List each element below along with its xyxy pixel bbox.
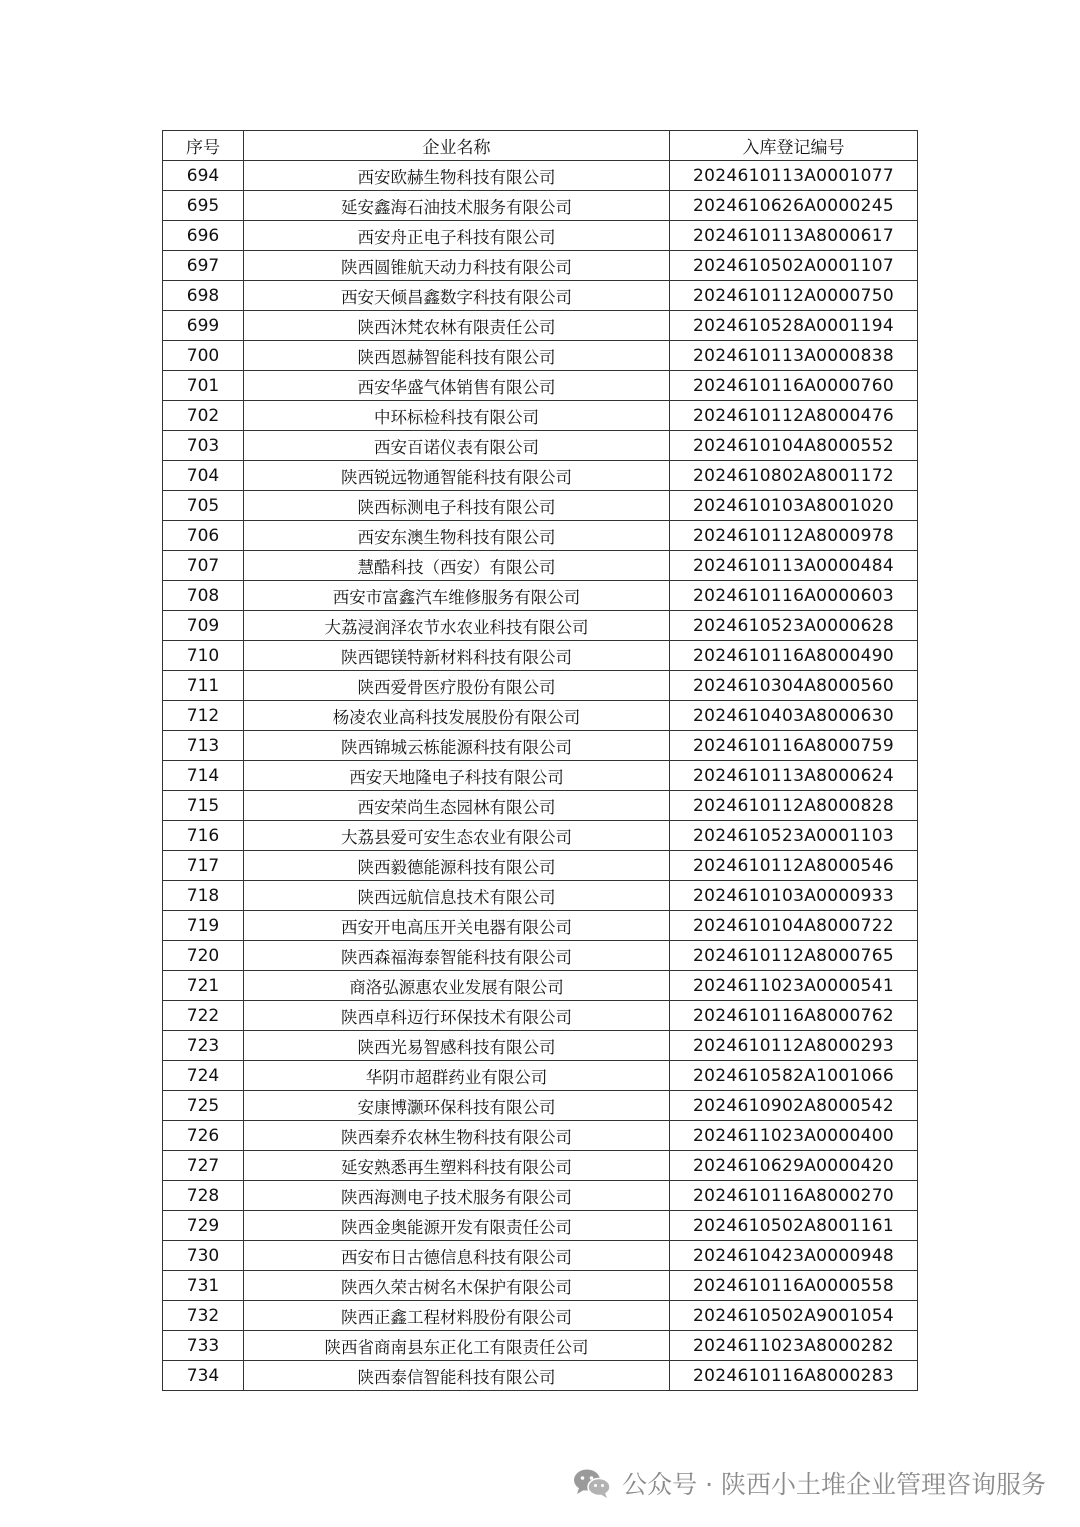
cell-serial-number: 724 (163, 1061, 244, 1091)
cell-registration-number: 2024610116A0000760 (670, 371, 918, 401)
header-serial-number: 序号 (163, 131, 244, 161)
table-row (163, 1241, 918, 1271)
cell-registration-number: 2024610582A1001066 (670, 1061, 918, 1091)
cell-company-name: 陕西久荣古树名木保护有限公司 (244, 1271, 670, 1301)
table-row (163, 431, 918, 461)
table-row (163, 311, 918, 341)
cell-serial-number: 694 (163, 161, 244, 191)
cell-serial-number: 702 (163, 401, 244, 431)
cell-registration-number: 2024610113A8000624 (670, 761, 918, 791)
table-row (163, 191, 918, 221)
cell-registration-number: 2024610502A9001054 (670, 1301, 918, 1331)
cell-registration-number: 2024610116A8000759 (670, 731, 918, 761)
cell-company-name: 西安开电高压开关电器有限公司 (244, 911, 670, 941)
cell-registration-number: 2024610304A8000560 (670, 671, 918, 701)
cell-serial-number: 734 (163, 1361, 244, 1391)
wechat-icon (572, 1467, 612, 1499)
table-row (163, 851, 918, 881)
cell-serial-number: 717 (163, 851, 244, 881)
cell-company-name: 延安鑫海石油技术服务有限公司 (244, 191, 670, 221)
cell-registration-number: 2024610103A0000933 (670, 881, 918, 911)
cell-serial-number: 696 (163, 221, 244, 251)
table-row (163, 911, 918, 941)
watermark-text: 公众号 · 陕西小土堆企业管理咨询服务 (622, 1470, 1046, 1499)
cell-registration-number: 2024610103A8001020 (670, 491, 918, 521)
table-row (163, 1001, 918, 1031)
cell-serial-number: 711 (163, 671, 244, 701)
cell-company-name: 西安百诺仪表有限公司 (244, 431, 670, 461)
cell-company-name: 华阴市超群药业有限公司 (244, 1061, 670, 1091)
table-row (163, 251, 918, 281)
cell-company-name: 西安荣尚生态园林有限公司 (244, 791, 670, 821)
table-row (163, 1361, 918, 1391)
cell-serial-number: 707 (163, 551, 244, 581)
cell-company-name: 陕西毅德能源科技有限公司 (244, 851, 670, 881)
cell-registration-number: 2024610802A8001172 (670, 461, 918, 491)
table-row (163, 1061, 918, 1091)
table-row (163, 461, 918, 491)
cell-company-name: 大荔浸润泽农节水农业科技有限公司 (244, 611, 670, 641)
cell-serial-number: 731 (163, 1271, 244, 1301)
cell-serial-number: 729 (163, 1211, 244, 1241)
cell-company-name: 商洛弘源惠农业发展有限公司 (244, 971, 670, 1001)
header-company-name: 企业名称 (244, 131, 670, 161)
cell-serial-number: 732 (163, 1301, 244, 1331)
cell-serial-number: 710 (163, 641, 244, 671)
cell-company-name: 延安熟悉再生塑料科技有限公司 (244, 1151, 670, 1181)
cell-company-name: 陕西锐远物通智能科技有限公司 (244, 461, 670, 491)
table-row (163, 161, 918, 191)
table-row (163, 551, 918, 581)
table-row (163, 221, 918, 251)
table-row (163, 1271, 918, 1301)
table-body (163, 161, 918, 1391)
cell-company-name: 陕西卓科迈行环保技术有限公司 (244, 1001, 670, 1031)
cell-company-name: 陕西恩赫智能科技有限公司 (244, 341, 670, 371)
cell-serial-number: 700 (163, 341, 244, 371)
table-row (163, 371, 918, 401)
cell-serial-number: 712 (163, 701, 244, 731)
watermark (572, 1462, 1046, 1504)
table-row (163, 1331, 918, 1361)
cell-serial-number: 733 (163, 1331, 244, 1361)
cell-company-name: 陕西爱骨医疗股份有限公司 (244, 671, 670, 701)
cell-company-name: 陕西锦城云栋能源科技有限公司 (244, 731, 670, 761)
cell-registration-number: 2024610116A0000558 (670, 1271, 918, 1301)
cell-serial-number: 698 (163, 281, 244, 311)
cell-registration-number: 2024611023A8000282 (670, 1331, 918, 1361)
table-row (163, 971, 918, 1001)
cell-serial-number: 697 (163, 251, 244, 281)
cell-company-name: 陕西远航信息技术有限公司 (244, 881, 670, 911)
cell-registration-number: 2024610423A0000948 (670, 1241, 918, 1271)
cell-registration-number: 2024610112A8000476 (670, 401, 918, 431)
cell-company-name: 慧酷科技（西安）有限公司 (244, 551, 670, 581)
table-row (163, 1121, 918, 1151)
cell-company-name: 陕西锶镁特新材料科技有限公司 (244, 641, 670, 671)
cell-registration-number: 2024610116A8000283 (670, 1361, 918, 1391)
cell-company-name: 陕西秦乔农林生物科技有限公司 (244, 1121, 670, 1151)
cell-serial-number: 714 (163, 761, 244, 791)
table-row (163, 1091, 918, 1121)
cell-serial-number: 720 (163, 941, 244, 971)
cell-company-name: 陕西海测电子技术服务有限公司 (244, 1181, 670, 1211)
cell-serial-number: 716 (163, 821, 244, 851)
cell-registration-number: 2024610116A8000762 (670, 1001, 918, 1031)
cell-company-name: 陕西泰信智能科技有限公司 (244, 1361, 670, 1391)
cell-registration-number: 2024610112A8000828 (670, 791, 918, 821)
cell-serial-number: 701 (163, 371, 244, 401)
table-row (163, 761, 918, 791)
cell-serial-number: 708 (163, 581, 244, 611)
cell-registration-number: 2024610112A8000546 (670, 851, 918, 881)
table-header-row (163, 131, 918, 161)
table-row (163, 281, 918, 311)
cell-company-name: 西安布日古德信息科技有限公司 (244, 1241, 670, 1271)
cell-registration-number: 2024610113A0001077 (670, 161, 918, 191)
cell-company-name: 西安市富鑫汽车维修服务有限公司 (244, 581, 670, 611)
cell-registration-number: 2024610502A0001107 (670, 251, 918, 281)
cell-company-name: 陕西省商南县东正化工有限责任公司 (244, 1331, 670, 1361)
table-row (163, 1301, 918, 1331)
cell-company-name: 西安欧赫生物科技有限公司 (244, 161, 670, 191)
cell-serial-number: 727 (163, 1151, 244, 1181)
cell-registration-number: 2024610502A8001161 (670, 1211, 918, 1241)
table-row (163, 341, 918, 371)
cell-company-name: 陕西正鑫工程材料股份有限公司 (244, 1301, 670, 1331)
cell-company-name: 安康博灏环保科技有限公司 (244, 1091, 670, 1121)
cell-registration-number: 2024610113A8000617 (670, 221, 918, 251)
cell-registration-number: 2024610902A8000542 (670, 1091, 918, 1121)
header-registration-number: 入库登记编号 (670, 131, 918, 161)
cell-serial-number: 721 (163, 971, 244, 1001)
table-row (163, 491, 918, 521)
cell-serial-number: 699 (163, 311, 244, 341)
cell-company-name: 西安华盛气体销售有限公司 (244, 371, 670, 401)
cell-company-name: 陕西沐梵农林有限责任公司 (244, 311, 670, 341)
cell-company-name: 西安天地隆电子科技有限公司 (244, 761, 670, 791)
table-row (163, 671, 918, 701)
cell-serial-number: 718 (163, 881, 244, 911)
cell-company-name: 中环标检科技有限公司 (244, 401, 670, 431)
table-row (163, 821, 918, 851)
cell-serial-number: 723 (163, 1031, 244, 1061)
cell-company-name: 西安舟正电子科技有限公司 (244, 221, 670, 251)
table-row (163, 1181, 918, 1211)
cell-serial-number: 728 (163, 1181, 244, 1211)
cell-serial-number: 722 (163, 1001, 244, 1031)
cell-registration-number: 2024610112A8000293 (670, 1031, 918, 1061)
cell-company-name: 西安天倾昌鑫数字科技有限公司 (244, 281, 670, 311)
table-row (163, 731, 918, 761)
cell-serial-number: 726 (163, 1121, 244, 1151)
cell-company-name: 大荔县爱可安生态农业有限公司 (244, 821, 670, 851)
cell-registration-number: 2024610113A0000838 (670, 341, 918, 371)
cell-registration-number: 2024610626A0000245 (670, 191, 918, 221)
cell-serial-number: 715 (163, 791, 244, 821)
cell-company-name: 陕西森福海泰智能科技有限公司 (244, 941, 670, 971)
table-row (163, 701, 918, 731)
cell-serial-number: 703 (163, 431, 244, 461)
cell-registration-number: 2024610104A8000552 (670, 431, 918, 461)
cell-registration-number: 2024610523A0001103 (670, 821, 918, 851)
cell-registration-number: 2024610112A8000978 (670, 521, 918, 551)
table-row (163, 1031, 918, 1061)
table-row (163, 611, 918, 641)
cell-registration-number: 2024611023A0000400 (670, 1121, 918, 1151)
table-row (163, 401, 918, 431)
cell-registration-number: 2024610113A0000484 (670, 551, 918, 581)
cell-registration-number: 2024610403A8000630 (670, 701, 918, 731)
cell-registration-number: 2024610112A0000750 (670, 281, 918, 311)
cell-company-name: 杨凌农业高科技发展股份有限公司 (244, 701, 670, 731)
cell-registration-number: 2024610104A8000722 (670, 911, 918, 941)
cell-company-name: 西安东澳生物科技有限公司 (244, 521, 670, 551)
table-row (163, 1151, 918, 1181)
cell-serial-number: 730 (163, 1241, 244, 1271)
cell-company-name: 陕西标测电子科技有限公司 (244, 491, 670, 521)
cell-serial-number: 719 (163, 911, 244, 941)
cell-registration-number: 2024610528A0001194 (670, 311, 918, 341)
cell-serial-number: 709 (163, 611, 244, 641)
cell-serial-number: 725 (163, 1091, 244, 1121)
cell-company-name: 陕西光易智感科技有限公司 (244, 1031, 670, 1061)
table-row (163, 521, 918, 551)
cell-registration-number: 2024611023A0000541 (670, 971, 918, 1001)
table-row (163, 581, 918, 611)
table-row (163, 881, 918, 911)
cell-registration-number: 2024610112A8000765 (670, 941, 918, 971)
cell-registration-number: 2024610629A0000420 (670, 1151, 918, 1181)
table-row (163, 641, 918, 671)
cell-serial-number: 705 (163, 491, 244, 521)
cell-registration-number: 2024610523A0000628 (670, 611, 918, 641)
enterprise-table (162, 130, 918, 1391)
table-row (163, 941, 918, 971)
table-row (163, 1211, 918, 1241)
cell-serial-number: 713 (163, 731, 244, 761)
cell-company-name: 陕西金奥能源开发有限责任公司 (244, 1211, 670, 1241)
table-row (163, 791, 918, 821)
cell-serial-number: 704 (163, 461, 244, 491)
cell-company-name: 陕西圆锥航天动力科技有限公司 (244, 251, 670, 281)
cell-serial-number: 695 (163, 191, 244, 221)
cell-registration-number: 2024610116A8000490 (670, 641, 918, 671)
cell-registration-number: 2024610116A8000270 (670, 1181, 918, 1211)
cell-registration-number: 2024610116A0000603 (670, 581, 918, 611)
cell-serial-number: 706 (163, 521, 244, 551)
